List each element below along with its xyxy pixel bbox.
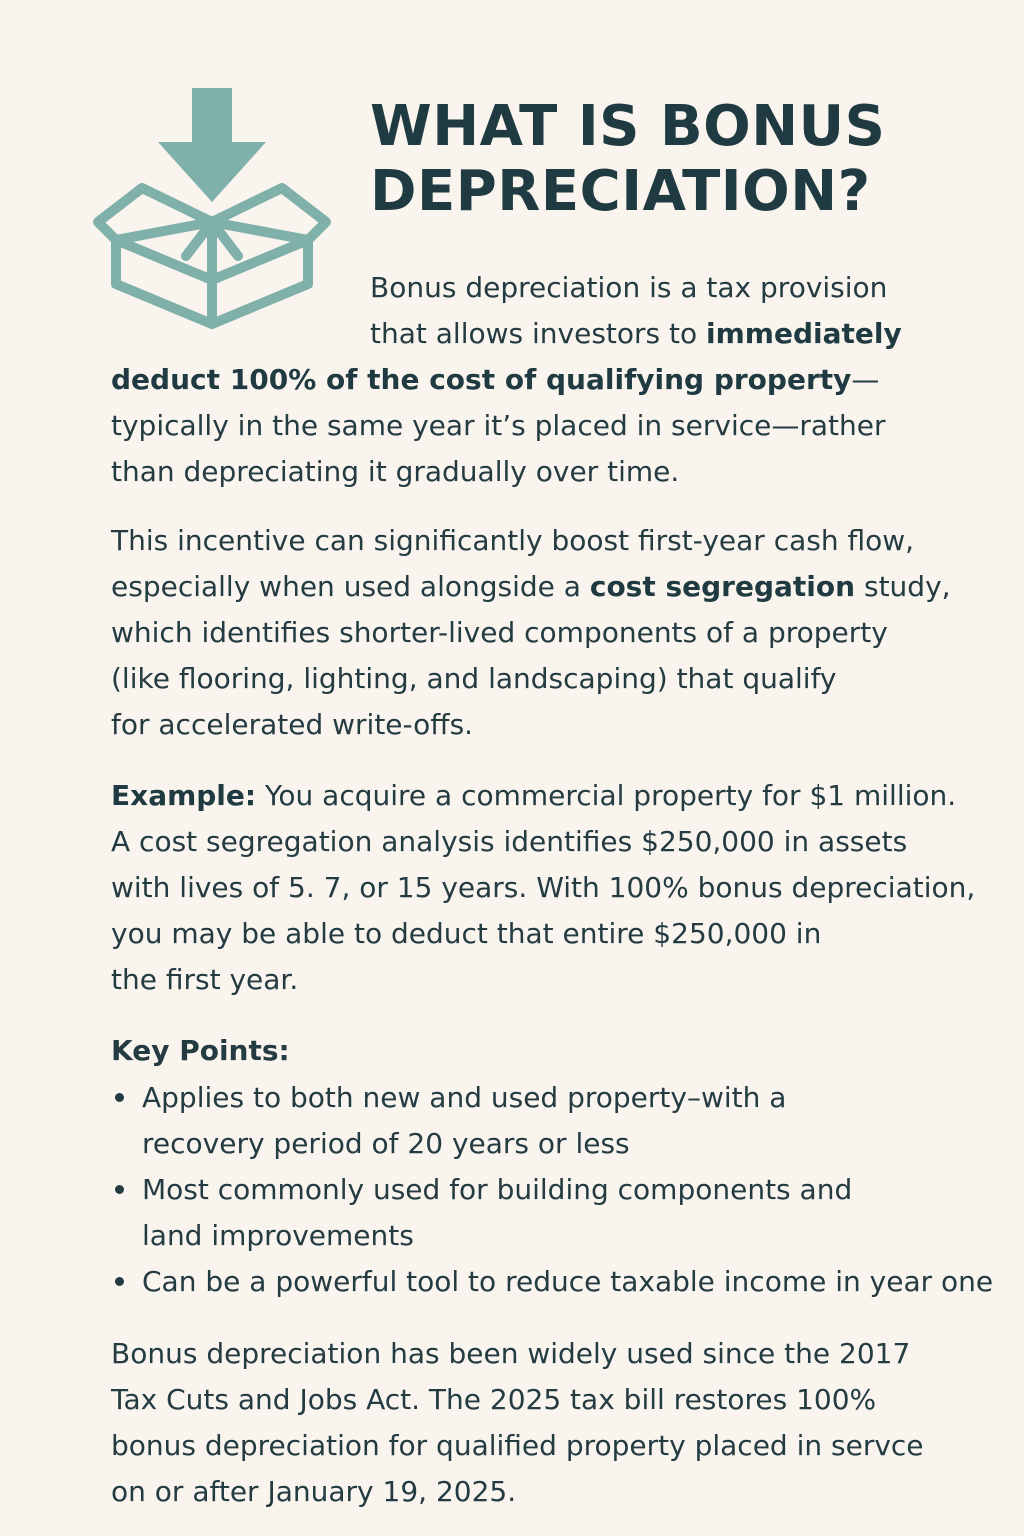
intro-line-2 [111, 311, 902, 357]
incentive-paragraph [111, 518, 951, 748]
list-item-line-1: Most commonly used for building components and [142, 1173, 853, 1206]
closing-line-3: bonus depreciation for qualified property placed in servce [111, 1429, 924, 1462]
example-line-4: you may be able to deduct that entire $250,000 in [111, 917, 822, 950]
closing-paragraph [111, 1331, 924, 1515]
bullet-icon [115, 1093, 124, 1102]
closing-line-4: on or after January 19, 2025. [111, 1475, 517, 1508]
list-item [111, 1075, 993, 1167]
closing-line-1: Bonus depreciation has been widely used since the 2017 [111, 1337, 911, 1370]
example-label: Example: [111, 779, 257, 812]
intro-line-1: Bonus depreciation is a tax provision [370, 271, 888, 304]
key-points-list [111, 1075, 993, 1305]
example-line-1-text: You acquire a commercial property for $1 million. [256, 779, 957, 812]
list-item [111, 1259, 993, 1305]
list-item-line-1: Can be a powerful tool to reduce taxable income in year one [142, 1265, 994, 1298]
example-line-2: A cost segregation analysis identifies $250,000 in assets [111, 825, 908, 858]
bullet-icon [115, 1277, 124, 1286]
title-line-2: DEPRECIATION? [370, 159, 871, 224]
list-item-line-2: recovery period of 20 years or less [142, 1127, 630, 1160]
intro-line-5: than depreciating it gradually over time. [111, 455, 680, 488]
intro-line-2-text: that allows investors to [370, 317, 707, 350]
cost-segregation-emphasis: cost segregation [589, 570, 856, 603]
example-paragraph [111, 773, 975, 1003]
intro-dash: — [851, 363, 880, 396]
closing-line-2: Tax Cuts and Jobs Act. The 2025 tax bill restores 100% [111, 1383, 877, 1416]
bullet-icon [115, 1185, 124, 1194]
intro-line-3 [111, 357, 902, 403]
intro-emphasis-1: immediately [706, 317, 902, 350]
example-line-3: with lives of 5. 7, or 15 years. With 100% bonus depreciation, [111, 871, 976, 904]
page-title [370, 94, 885, 224]
list-item [111, 1167, 993, 1259]
intro-paragraph [111, 265, 902, 495]
incentive-line-1: This incentive can significantly boost first-year cash flow, [111, 524, 915, 557]
intro-emphasis-2: deduct 100% of the cost of qualifying property [111, 363, 852, 396]
example-line-5: the first year. [111, 963, 299, 996]
incentive-line-2-text: especially when used alongside a [111, 570, 590, 603]
incentive-line-4: (like flooring, lighting, and landscaping) that qualify [111, 662, 837, 695]
intro-line-4: typically in the same year it’s placed in service—rather [111, 409, 886, 442]
list-item-line-1: Applies to both new and used property–with a [142, 1081, 787, 1114]
title-line-1: WHAT IS BONUS [370, 94, 886, 159]
key-points-heading: Key Points: [111, 1034, 290, 1067]
incentive-line-5: for accelerated write-offs. [111, 708, 474, 741]
incentive-line-2 [111, 564, 951, 610]
list-item-line-2: land improvements [142, 1219, 414, 1252]
example-line-1 [111, 773, 975, 819]
incentive-line-3: which identifies shorter-lived components of a property [111, 616, 888, 649]
incentive-line-2-end: study, [855, 570, 951, 603]
